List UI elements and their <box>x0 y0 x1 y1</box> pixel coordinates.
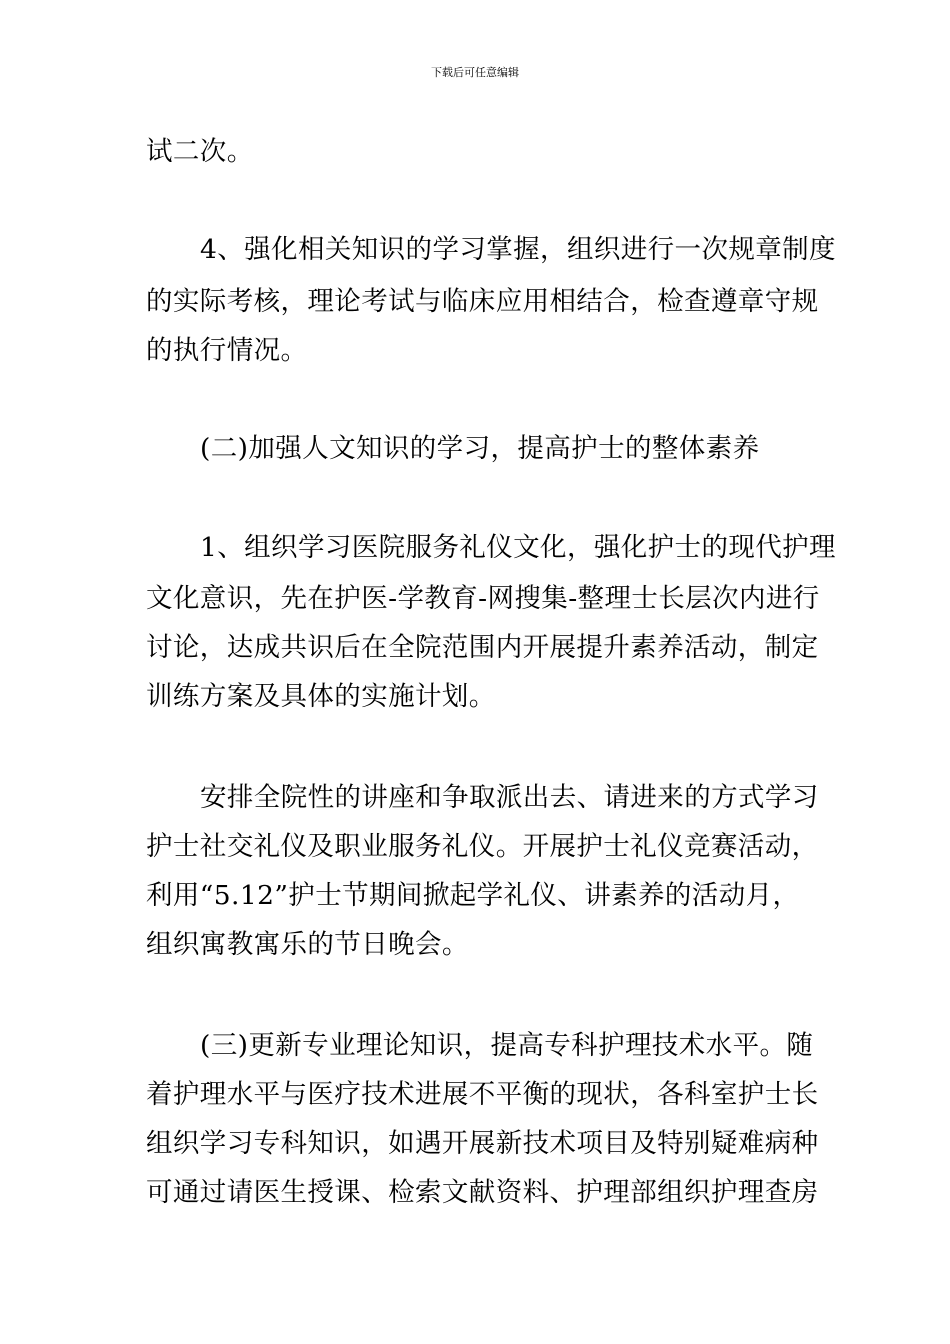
text-line: 文化意识，先在护医-学教育-网搜集-整理士长层次内进行 <box>146 583 820 614</box>
text-line: 4、强化相关知识的学习掌握，组织进行一次规章制度 <box>200 234 836 265</box>
text-line: (三)更新专业理论知识，提高专科护理技术水平。随 <box>200 1030 814 1061</box>
page-header: 下载后可任意编辑 <box>431 66 519 79</box>
text-line: 讨论，达成共识后在全院范围内开展提升素养活动，制定 <box>146 632 819 663</box>
text-line: 试二次。 <box>146 136 254 167</box>
text-line: 的执行情况。 <box>146 335 308 366</box>
text-line: 训练方案及具体的实施计划。 <box>146 681 496 712</box>
text-line: 可通过请医生授课、检索文献资料、护理部组织护理查房 <box>146 1177 819 1208</box>
text-line: 组织学习专科知识，如遇开展新技术项目及特别疑难病种 <box>146 1128 819 1159</box>
text-line: 安排全院性的讲座和争取派出去、请进来的方式学习 <box>200 782 819 813</box>
text-line: (二)加强人文知识的学习，提高护士的整体素养 <box>200 433 760 464</box>
text-line: 护士社交礼仪及职业服务礼仪。开展护士礼仪竞赛活动， <box>146 831 819 862</box>
text-line: 利用“5.12”护士节期间掀起学礼仪、讲素养的活动月， <box>146 880 800 911</box>
text-line: 组织寓教寓乐的节日晚会。 <box>146 929 469 960</box>
text-line: 的实际考核，理论考试与临床应用相结合，检查遵章守规 <box>146 286 819 317</box>
text-line: 着护理水平与医疗技术进展不平衡的现状，各科室护士长 <box>146 1079 819 1110</box>
text-line: 1、组织学习医院服务礼仪文化，强化护士的现代护理 <box>200 532 836 563</box>
